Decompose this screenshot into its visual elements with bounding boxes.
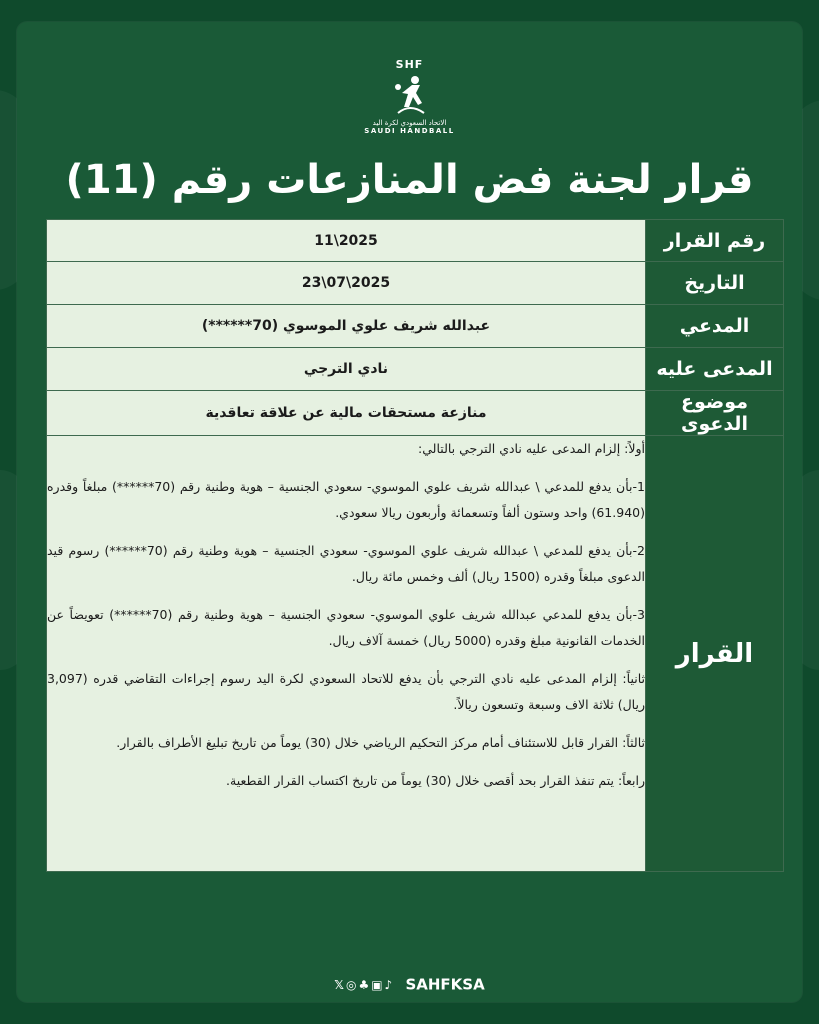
snapchat-icon[interactable]: ♣	[358, 977, 372, 992]
tiktok-icon[interactable]: ♪	[384, 977, 395, 992]
row-value: 2025\11	[47, 220, 646, 262]
table-row-decision-number	[47, 220, 784, 262]
row-label: رقم القرار	[646, 220, 784, 262]
row-value: منازعة مستحقات مالية عن علاقة تعاقدية	[47, 391, 646, 436]
row-label: التاريخ	[646, 262, 784, 305]
decision-paragraph: 1-بأن يدفع للمدعي \ عبدالله شريف علوي الموسوي- سعودي الجنسية – هوية وطنية رقم (70******) مبلغاً وقدره (61.940) واحد وستون ألفاً وتسعمائة وأربعون ريالا سعودي.	[47, 479, 645, 520]
federation-logo	[17, 58, 802, 135]
decision-paragraph: رابعاً: يتم تنفذ القرار بحد أقصى خلال (30) يوماً من تاريخ اكتساب القرار القطعية.	[226, 773, 645, 788]
decision-paragraph: 2-بأن يدفع للمدعي \ عبدالله شريف علوي الموسوي- سعودي الجنسية – هوية وطنية رقم (70******) رسوم قيد الدعوى مبلغاً وقدره (1500 ريال) ألف وخمس مائة ريال.	[47, 543, 645, 584]
decision-label: القرار	[646, 436, 784, 872]
social-icons	[334, 978, 394, 992]
social-footer	[0, 975, 819, 994]
row-label: موضوع الدعوى	[646, 391, 784, 436]
table-row-defendant	[47, 348, 784, 391]
row-value: عبدالله شريف علوي الموسوي (70******)	[47, 305, 646, 348]
decision-paragraph: ثالثاً: القرار قابل للاستئناف أمام مركز التحكيم الرياضي خلال (30) يوماً من تاريخ تبليغ الأطراف بالقرار.	[116, 735, 645, 750]
row-value: 2025\07\23	[47, 262, 646, 305]
table-row-subject	[47, 391, 784, 436]
facebook-icon[interactable]: ▣	[371, 977, 385, 992]
row-value: نادي الترجي	[47, 348, 646, 391]
handball-player-icon	[388, 73, 432, 117]
row-label: المدعى عليه	[646, 348, 784, 391]
decision-text	[47, 436, 646, 872]
logo-abbr: SHF	[395, 58, 424, 71]
decision-table	[46, 219, 784, 872]
decision-paragraph: أولاً: إلزام المدعى عليه نادي الترجي بالتالي:	[418, 441, 645, 456]
table-row-decision	[47, 436, 784, 872]
logo-english-name: SAUDI HANDBALL	[364, 127, 455, 135]
page-title: قرار لجنة فض المنازعات رقم (11)	[65, 157, 754, 203]
table-row-plaintiff	[47, 305, 784, 348]
logo-arabic-name: الاتحاد السعودي لكرة اليد	[372, 119, 447, 127]
row-label: المدعي	[646, 305, 784, 348]
decision-paragraph: 3-بأن يدفع للمدعي عبدالله شريف علوي الموسوي- سعودي الجنسية – هوية وطنية رقم (70******) تعويضاً عن الخدمات القانونية مبلغ وقدره (5000 ريال) خمسة آلاف ريال.	[47, 607, 645, 648]
x-icon[interactable]: 𝕏	[334, 977, 346, 992]
decision-paragraph: ثانياً: إلزام المدعى عليه نادي الترجي بأن يدفع للاتحاد السعودي لكرة اليد رسوم إجراءات التقاضي قدره (3,097 ريال) ثلاثة الاف وسبعة وتسعون ريالاً.	[47, 671, 645, 712]
social-handle[interactable]: SAHFKSA	[405, 975, 485, 994]
instagram-icon[interactable]: ◎	[345, 977, 359, 992]
table-row-date	[47, 262, 784, 305]
